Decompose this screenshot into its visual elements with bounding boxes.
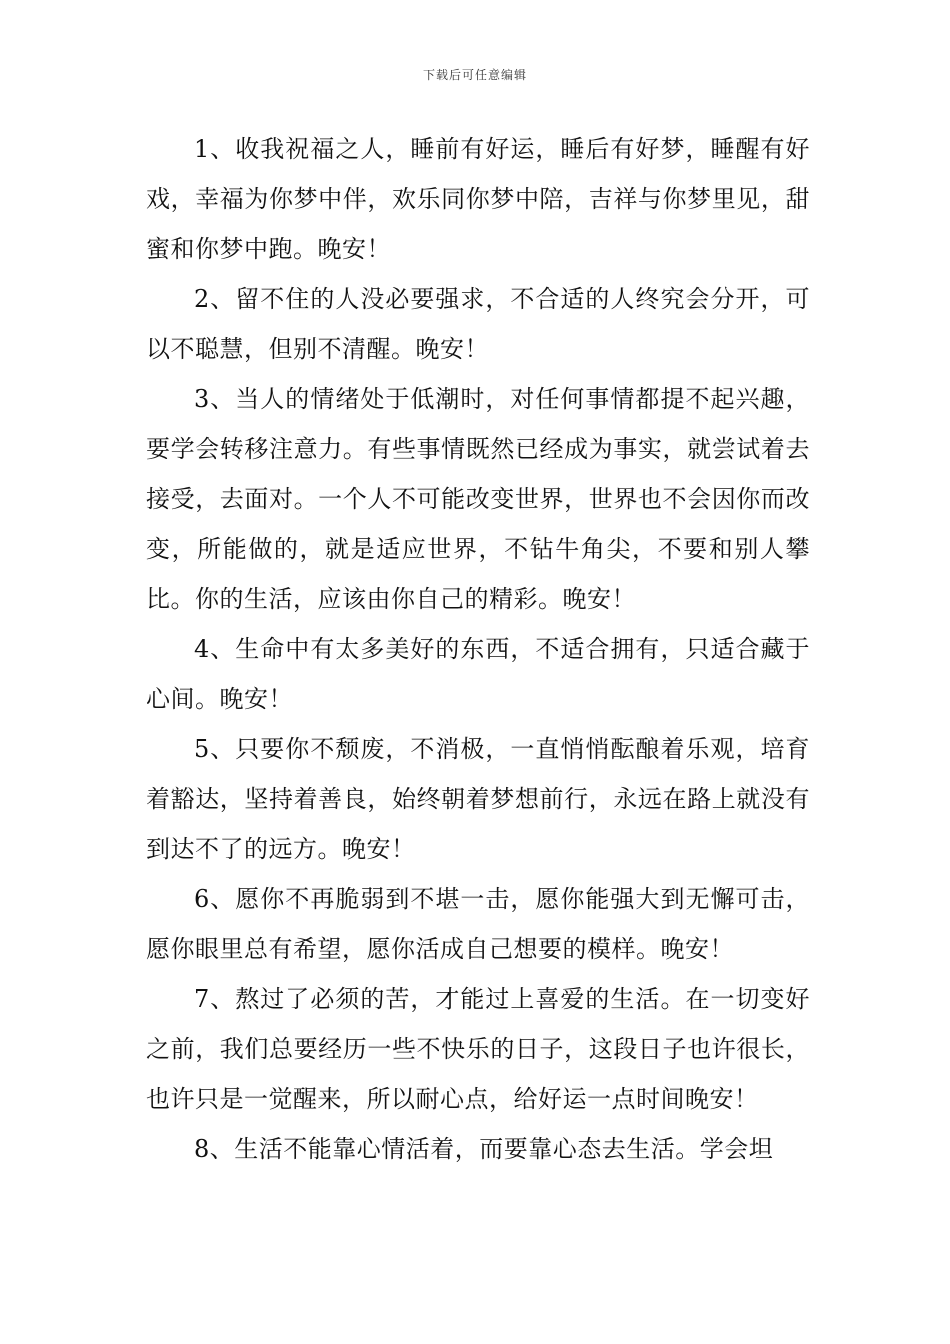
paragraph-2: 2、留不住的人没必要强求，不合适的人终究会分开，可以不聪慧，但别不清醒。晚安！ <box>146 285 810 363</box>
paragraph-7: 7、熬过了必须的苦，才能过上喜爱的生活。在一切变好之前，我们总要经历一些不快乐的日子，这段日子也许很长，也许只是一觉醒来，所以耐心点，给好运一点时间晚安！ <box>146 985 810 1113</box>
paragraph-6: 6、愿你不再脆弱到不堪一击，愿你能强大到无懈可击，愿你眼里总有希望，愿你活成自己想要的模样。晚安！ <box>146 885 810 963</box>
paragraph-1: 1、收我祝福之人，睡前有好运，睡后有好梦，睡醒有好戏，幸福为你梦中伴，欢乐同你梦中陪，吉祥与你梦里见，甜蜜和你梦中跑。晚安！ <box>146 135 810 263</box>
document-body <box>146 124 810 1174</box>
paragraph-8: 8、生活不能靠心情活着，而要靠心态去生活。学会坦 <box>194 1135 774 1163</box>
paragraph-4: 4、生命中有太多美好的东西，不适合拥有，只适合藏于心间。晚安！ <box>146 635 810 713</box>
paragraph-5: 5、只要你不颓废，不消极，一直悄悄酝酿着乐观，培育着豁达，坚持着善良，始终朝着梦想前行，永远在路上就没有到达不了的远方。晚安！ <box>146 735 810 863</box>
paragraph-3: 3、当人的情绪处于低潮时，对任何事情都提不起兴趣，要学会转移注意力。有些事情既然已经成为事实，就尝试着去接受，去面对。一个人不可能改变世界，世界也不会因你而改变，所能做的，就是适应世界，不钻牛角尖，不要和别人攀比。你的生活，应该由你自己的精彩。晚安！ <box>146 385 810 613</box>
page-header: 下载后可任意编辑 <box>422 68 527 82</box>
